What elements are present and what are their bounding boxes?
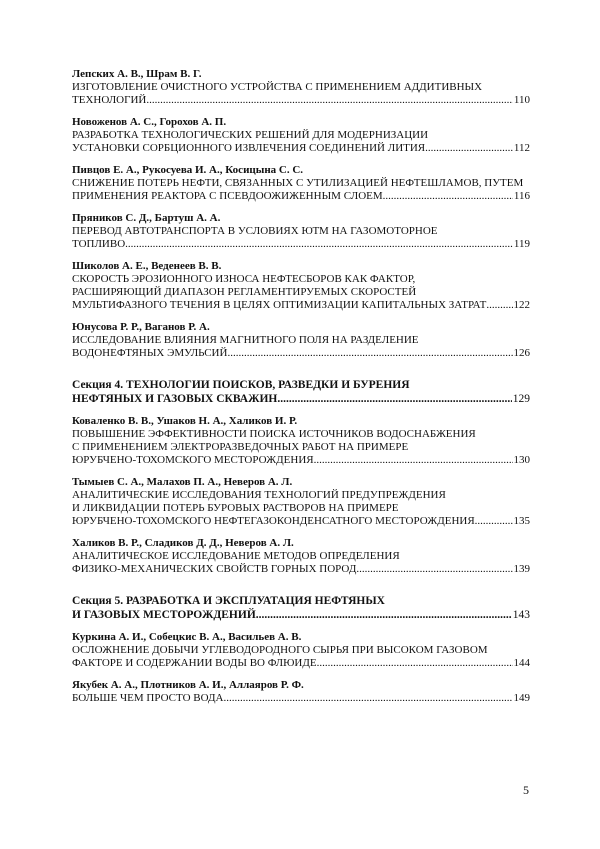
entry-page-number: 135 <box>513 515 530 527</box>
entry-page-number: 139 <box>513 563 530 575</box>
entry-title-text: ПРИМЕНЕНИЯ РЕАКТОРА С ПСЕВДООЖИЖЕННЫМ СЛОЕМ <box>72 190 383 202</box>
entry-authors: Лепских А. В., Шрам В. Г. <box>72 68 202 80</box>
entry-title-text: ЮРУБЧЕНО-ТОХОМСКОГО МЕСТОРОЖДЕНИЯ <box>72 454 314 466</box>
dot-leader <box>317 657 513 670</box>
entry-title-text: ФАКТОРЕ И СОДЕРЖАНИИ ВОДЫ ВО ФЛЮИДЕ <box>72 657 317 669</box>
dot-leader <box>125 238 513 251</box>
section-title-line-1: Секция 5. РАЗРАБОТКА И ЭКСПЛУАТАЦИЯ НЕФТЯНЫХ <box>72 595 385 607</box>
entry-authors: Новоженов А. С., Горохов А. П. <box>72 116 227 128</box>
toc-group <box>72 68 530 360</box>
entry-page-number: 110 <box>513 94 530 106</box>
entry-title-last-line <box>72 238 530 251</box>
dot-leader <box>486 299 512 312</box>
dot-leader <box>227 347 512 360</box>
dot-leader <box>314 454 513 467</box>
entry-page-number: 130 <box>513 454 530 466</box>
page-number: 5 <box>523 783 529 797</box>
toc-entry <box>72 537 530 576</box>
entry-title-line: АНАЛИТИЧЕСКОЕ ИССЛЕДОВАНИЕ МЕТОДОВ ОПРЕДЕЛЕНИЯ <box>72 550 400 562</box>
entry-title-text: ФИЗИКО-МЕХАНИЧЕСКИХ СВОЙСТВ ГОРНЫХ ПОРОД <box>72 563 357 575</box>
entry-page-number: 144 <box>513 657 530 669</box>
entry-title-last-line <box>72 563 530 576</box>
entry-title-line: ИССЛЕДОВАНИЕ ВЛИЯНИЯ МАГНИТНОГО ПОЛЯ НА РАЗДЕЛЕНИЕ <box>72 334 419 346</box>
entry-title-last-line <box>72 454 530 467</box>
entry-title-line: РАСШИРЯЮЩИЙ ДИАПАЗОН РЕГЛАМЕНТИРУЕМЫХ СКОРОСТЕЙ <box>72 286 417 298</box>
entry-authors: Пивцов Е. А., Рукосуева И. А., Косицына С. С. <box>72 164 304 176</box>
dot-leader <box>475 515 513 528</box>
entry-title-line: ПЕРЕВОД АВТОТРАНСПОРТА В УСЛОВИЯХ ЮТМ НА ГАЗОМОТОРНОЕ <box>72 225 438 237</box>
entry-page-number: 126 <box>513 347 530 359</box>
section-page-number: 143 <box>512 609 530 621</box>
entry-title-line: СНИЖЕНИЕ ПОТЕРЬ НЕФТИ, СВЯЗАННЫХ С УТИЛИЗАЦИЕЙ НЕФТЕШЛАМОВ, ПУТЕМ <box>72 177 524 189</box>
section-title-line-1: Секция 4. ТЕХНОЛОГИИ ПОИСКОВ, РАЗВЕДКИ И БУРЕНИЯ <box>72 379 410 391</box>
toc-group <box>72 415 530 576</box>
section-title-text: НЕФТЯНЫХ И ГАЗОВЫХ СКВАЖИН <box>72 393 278 405</box>
entry-title-last-line <box>72 190 530 203</box>
entry-title-line: ПОВЫШЕНИЕ ЭФФЕКТИВНОСТИ ПОИСКА ИСТОЧНИКОВ ВОДОСНАБЖЕНИЯ <box>72 428 476 440</box>
entry-title-last-line <box>72 692 530 705</box>
entry-title-text: БОЛЬШЕ ЧЕМ ПРОСТО ВОДА <box>72 692 224 704</box>
entry-title-text: ВОДОНЕФТЯНЫХ ЭМУЛЬСИЙ <box>72 347 228 359</box>
entry-title-line: И ЛИКВИДАЦИИ ПОТЕРЬ БУРОВЫХ РАСТВОРОВ НА ПРИМЕРЕ <box>72 502 399 514</box>
entry-authors: Юнусова Р. Р., Ваганов Р. А. <box>72 321 210 333</box>
entry-authors: Коваленко В. В., Ушаков Н. А., Халиков И. Р. <box>72 415 298 427</box>
entry-title-last-line <box>72 142 530 155</box>
entry-authors: Куркина А. И., Собецкис В. А., Васильев А. В. <box>72 631 302 643</box>
section-title-line-2 <box>72 392 530 406</box>
dot-leader <box>223 692 512 705</box>
toc-entry <box>72 164 530 203</box>
toc-entry <box>72 260 530 312</box>
entry-title-text: ЮРУБЧЕНО-ТОХОМСКОГО НЕФТЕГАЗОКОНДЕНСАТНОГО МЕСТОРОЖДЕНИЯ <box>72 515 475 527</box>
dot-leader <box>277 392 511 406</box>
entry-title-text: УСТАНОВКИ СОРБЦИОННОГО ИЗВЛЕЧЕНИЯ СОЕДИНЕНИЙ ЛИТИЯ <box>72 142 426 154</box>
entry-page-number: 116 <box>513 190 530 202</box>
entry-title-last-line <box>72 515 530 528</box>
section-page-number: 129 <box>512 393 530 405</box>
entry-authors: Шиколов А. Е., Веденеев В. В. <box>72 260 222 272</box>
toc-entry <box>72 415 530 467</box>
entry-title-line: АНАЛИТИЧЕСКИЕ ИССЛЕДОВАНИЯ ТЕХНОЛОГИЙ ПРЕДУПРЕЖДЕНИЯ <box>72 489 446 501</box>
entry-title-line: С ПРИМЕНЕНИЕМ ЭЛЕКТРОРАЗВЕДОЧНЫХ РАБОТ НА ПРИМЕРЕ <box>72 441 409 453</box>
dot-leader <box>425 142 513 155</box>
section-title-text: И ГАЗОВЫХ МЕСТОРОЖДЕНИЙ <box>72 609 256 621</box>
toc-entry <box>72 116 530 155</box>
entry-title-line: СКОРОСТЬ ЭРОЗИОННОГО ИЗНОСА НЕФТЕСБОРОВ КАК ФАКТОР, <box>72 273 416 285</box>
entry-title-text: МУЛЬТИФАЗНОГО ТЕЧЕНИЯ В ЦЕЛЯХ ОПТИМИЗАЦИИ КАПИТАЛЬНЫХ ЗАТРАТ <box>72 299 487 311</box>
toc-entry <box>72 68 530 107</box>
entry-title-text: ТЕХНОЛОГИЙ <box>72 94 147 106</box>
dot-leader <box>356 563 512 576</box>
entry-page-number: 122 <box>513 299 530 311</box>
entry-authors: Тымыев С. А., Малахов П. А., Неверов А. Л. <box>72 476 293 488</box>
entry-authors: Халиков В. Р., Сладиков Д. Д., Неверов А. Л. <box>72 537 294 549</box>
entry-title-last-line <box>72 347 530 360</box>
entry-title-text: ТОПЛИВО <box>72 238 126 250</box>
dot-leader <box>146 94 513 107</box>
toc-entry <box>72 679 530 705</box>
entry-page-number: 119 <box>513 238 530 250</box>
section-heading <box>72 594 530 622</box>
entry-title-line: ИЗГОТОВЛЕНИЕ ОЧИСТНОГО УСТРОЙСТВА С ПРИМЕНЕНИЕМ АДДИТИВНЫХ <box>72 81 483 93</box>
toc-entry <box>72 212 530 251</box>
entry-title-last-line <box>72 299 530 312</box>
toc-group <box>72 631 530 705</box>
entry-title-last-line <box>72 657 530 670</box>
section-title-line-2 <box>72 608 530 622</box>
entry-title-line: РАЗРАБОТКА ТЕХНОЛОГИЧЕСКИХ РЕШЕНИЙ ДЛЯ МОДЕРНИЗАЦИИ <box>72 129 429 141</box>
entry-authors: Якубек А. А., Плотников А. И., Аллаяров Р. Ф. <box>72 679 304 691</box>
entry-title-line: ОСЛОЖНЕНИЕ ДОБЫЧИ УГЛЕВОДОРОДНОГО СЫРЬЯ ПРИ ВЫСОКОМ ГАЗОВОМ <box>72 644 488 656</box>
toc-entry <box>72 476 530 528</box>
entry-title-last-line <box>72 94 530 107</box>
section-heading <box>72 378 530 406</box>
entry-page-number: 149 <box>513 692 530 704</box>
entry-authors: Пряников С. Д., Бартуш А. А. <box>72 212 221 224</box>
toc-entry <box>72 631 530 670</box>
dot-leader <box>256 608 512 622</box>
dot-leader <box>383 190 513 203</box>
toc-entry <box>72 321 530 360</box>
table-of-contents <box>72 68 530 714</box>
entry-page-number: 112 <box>513 142 530 154</box>
